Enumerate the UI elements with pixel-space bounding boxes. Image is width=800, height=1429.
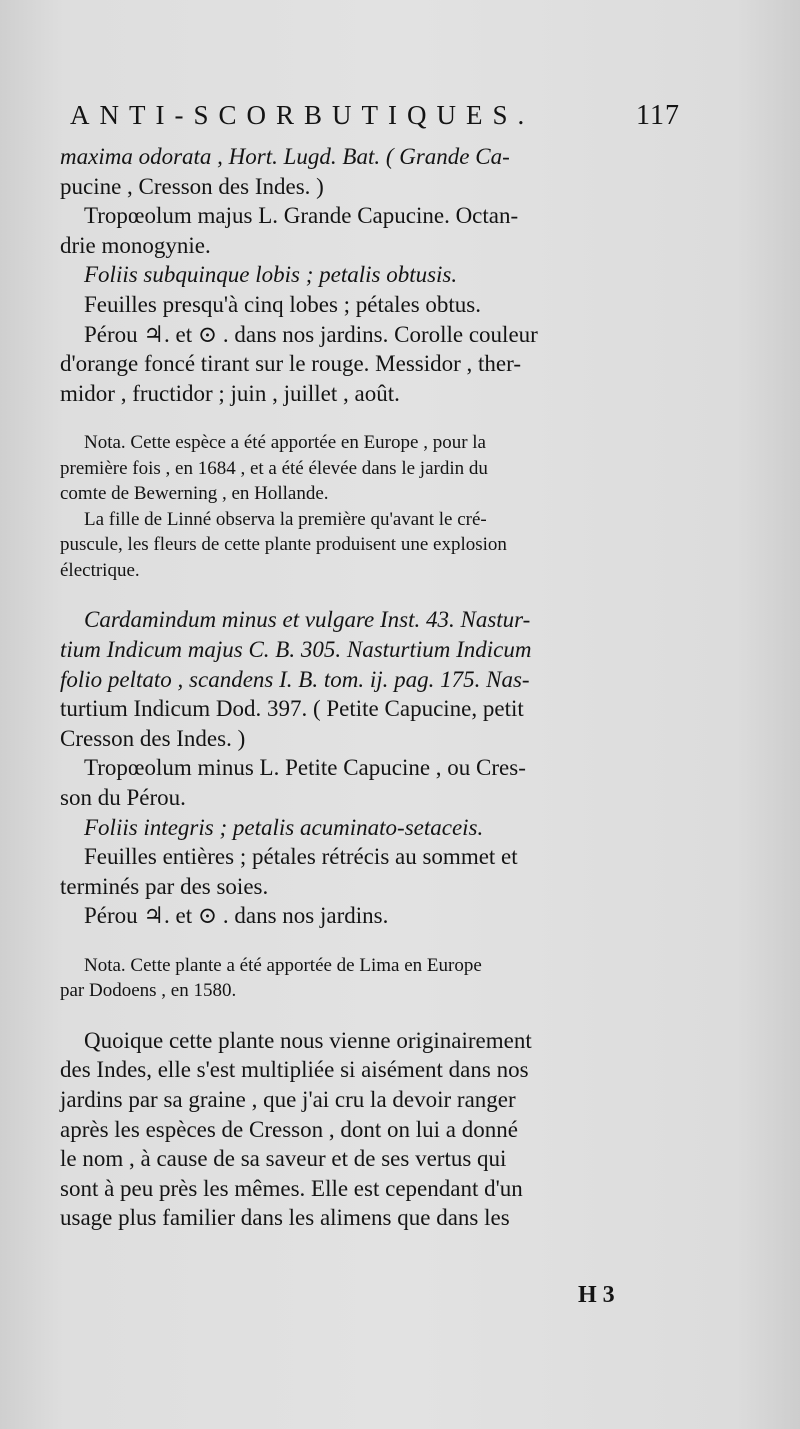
text-line: Quoique cette plante nous vienne originairement [84, 1027, 532, 1053]
page-header [70, 100, 680, 140]
text-line: Pérou ♃. et ⊙ . dans nos jardins. [84, 903, 389, 929]
text-line: Feuilles entières ; pétales rétrécis au sommet et [84, 844, 518, 870]
text-line: terminés par des soies. [60, 873, 269, 899]
nota-line: Nota. Cette plante a été apportée de Lima en Europe [84, 954, 482, 976]
text-line: d'orange foncé tirant sur le rouge. Messidor , ther- [60, 351, 521, 377]
text-line: après les espèces de Cresson , dont on lui a donné [60, 1116, 518, 1142]
text-line: Foliis subquinque lobis ; petalis obtusis. [84, 262, 458, 288]
text-line: midor , fructidor ; juin , juillet , août. [60, 380, 400, 406]
text-line: drie monogynie. [60, 232, 211, 258]
text-line: turtium Indicum Dod. 397. ( Petite Capucine, petit [60, 696, 524, 722]
text-line: des Indes, elle s'est multipliée si aisément dans nos [60, 1057, 529, 1083]
text-line: Tropœolum minus L. Petite Capucine , ou Cres- [84, 755, 526, 781]
nota-block [60, 430, 676, 583]
text-line: Foliis integris ; petalis acuminato-setaceis. [84, 814, 484, 840]
nota-line: première fois , en 1684 , et a été élevée dans le jardin du [60, 457, 488, 479]
nota-line: La fille de Linné observa la première qu'avant le cré- [84, 508, 487, 530]
text-line: usage plus familier dans les alimens que dans les [60, 1205, 510, 1231]
text-line: Tropœolum majus L. Grande Capucine. Octan- [84, 203, 519, 229]
nota-line: électrique. [60, 559, 140, 581]
text-line: folio peltato , scandens I. B. tom. ij. pag. 175. Nas- [60, 666, 530, 692]
text-line: maxima odorata , Hort. Lugd. Bat. ( Grande Ca- [60, 144, 510, 169]
text-line: le nom , à cause de sa saveur et de ses vertus qui [60, 1146, 507, 1172]
text-line: son du Pérou. [60, 784, 186, 810]
page-number: 117 [636, 100, 680, 131]
text-line: sont à peu près les mêmes. Elle est cependant d'un [60, 1175, 523, 1201]
nota-line: par Dodoens , en 1580. [60, 980, 237, 1002]
nota-line: Nota. Cette espèce a été apportée en Europe , pour la [84, 432, 486, 454]
page-body [60, 142, 676, 1233]
signature-mark: H 3 [578, 1282, 615, 1308]
text-line: Cresson des Indes. ) [60, 725, 246, 751]
text-line: Cardamindum minus et vulgare Inst. 43. Nastur- [84, 607, 531, 633]
text-line: Feuilles presqu'à cinq lobes ; pétales obtus. [84, 291, 481, 317]
nota-block [60, 953, 676, 1004]
text-line: pucine , Cresson des Indes. ) [60, 173, 324, 199]
text-line: Pérou ♃. et ⊙ . dans nos jardins. Corolle couleur [84, 321, 538, 347]
nota-line: comte de Bewerning , en Hollande. [60, 483, 329, 505]
nota-line: puscule, les fleurs de cette plante produisent une explosion [60, 534, 507, 556]
text-line: jardins par sa graine , que j'ai cru la devoir ranger [60, 1087, 516, 1113]
running-title: ANTI-SCORBUTIQUES. [70, 100, 535, 130]
text-line: tium Indicum majus C. B. 305. Nasturtium Indicum [60, 636, 532, 662]
